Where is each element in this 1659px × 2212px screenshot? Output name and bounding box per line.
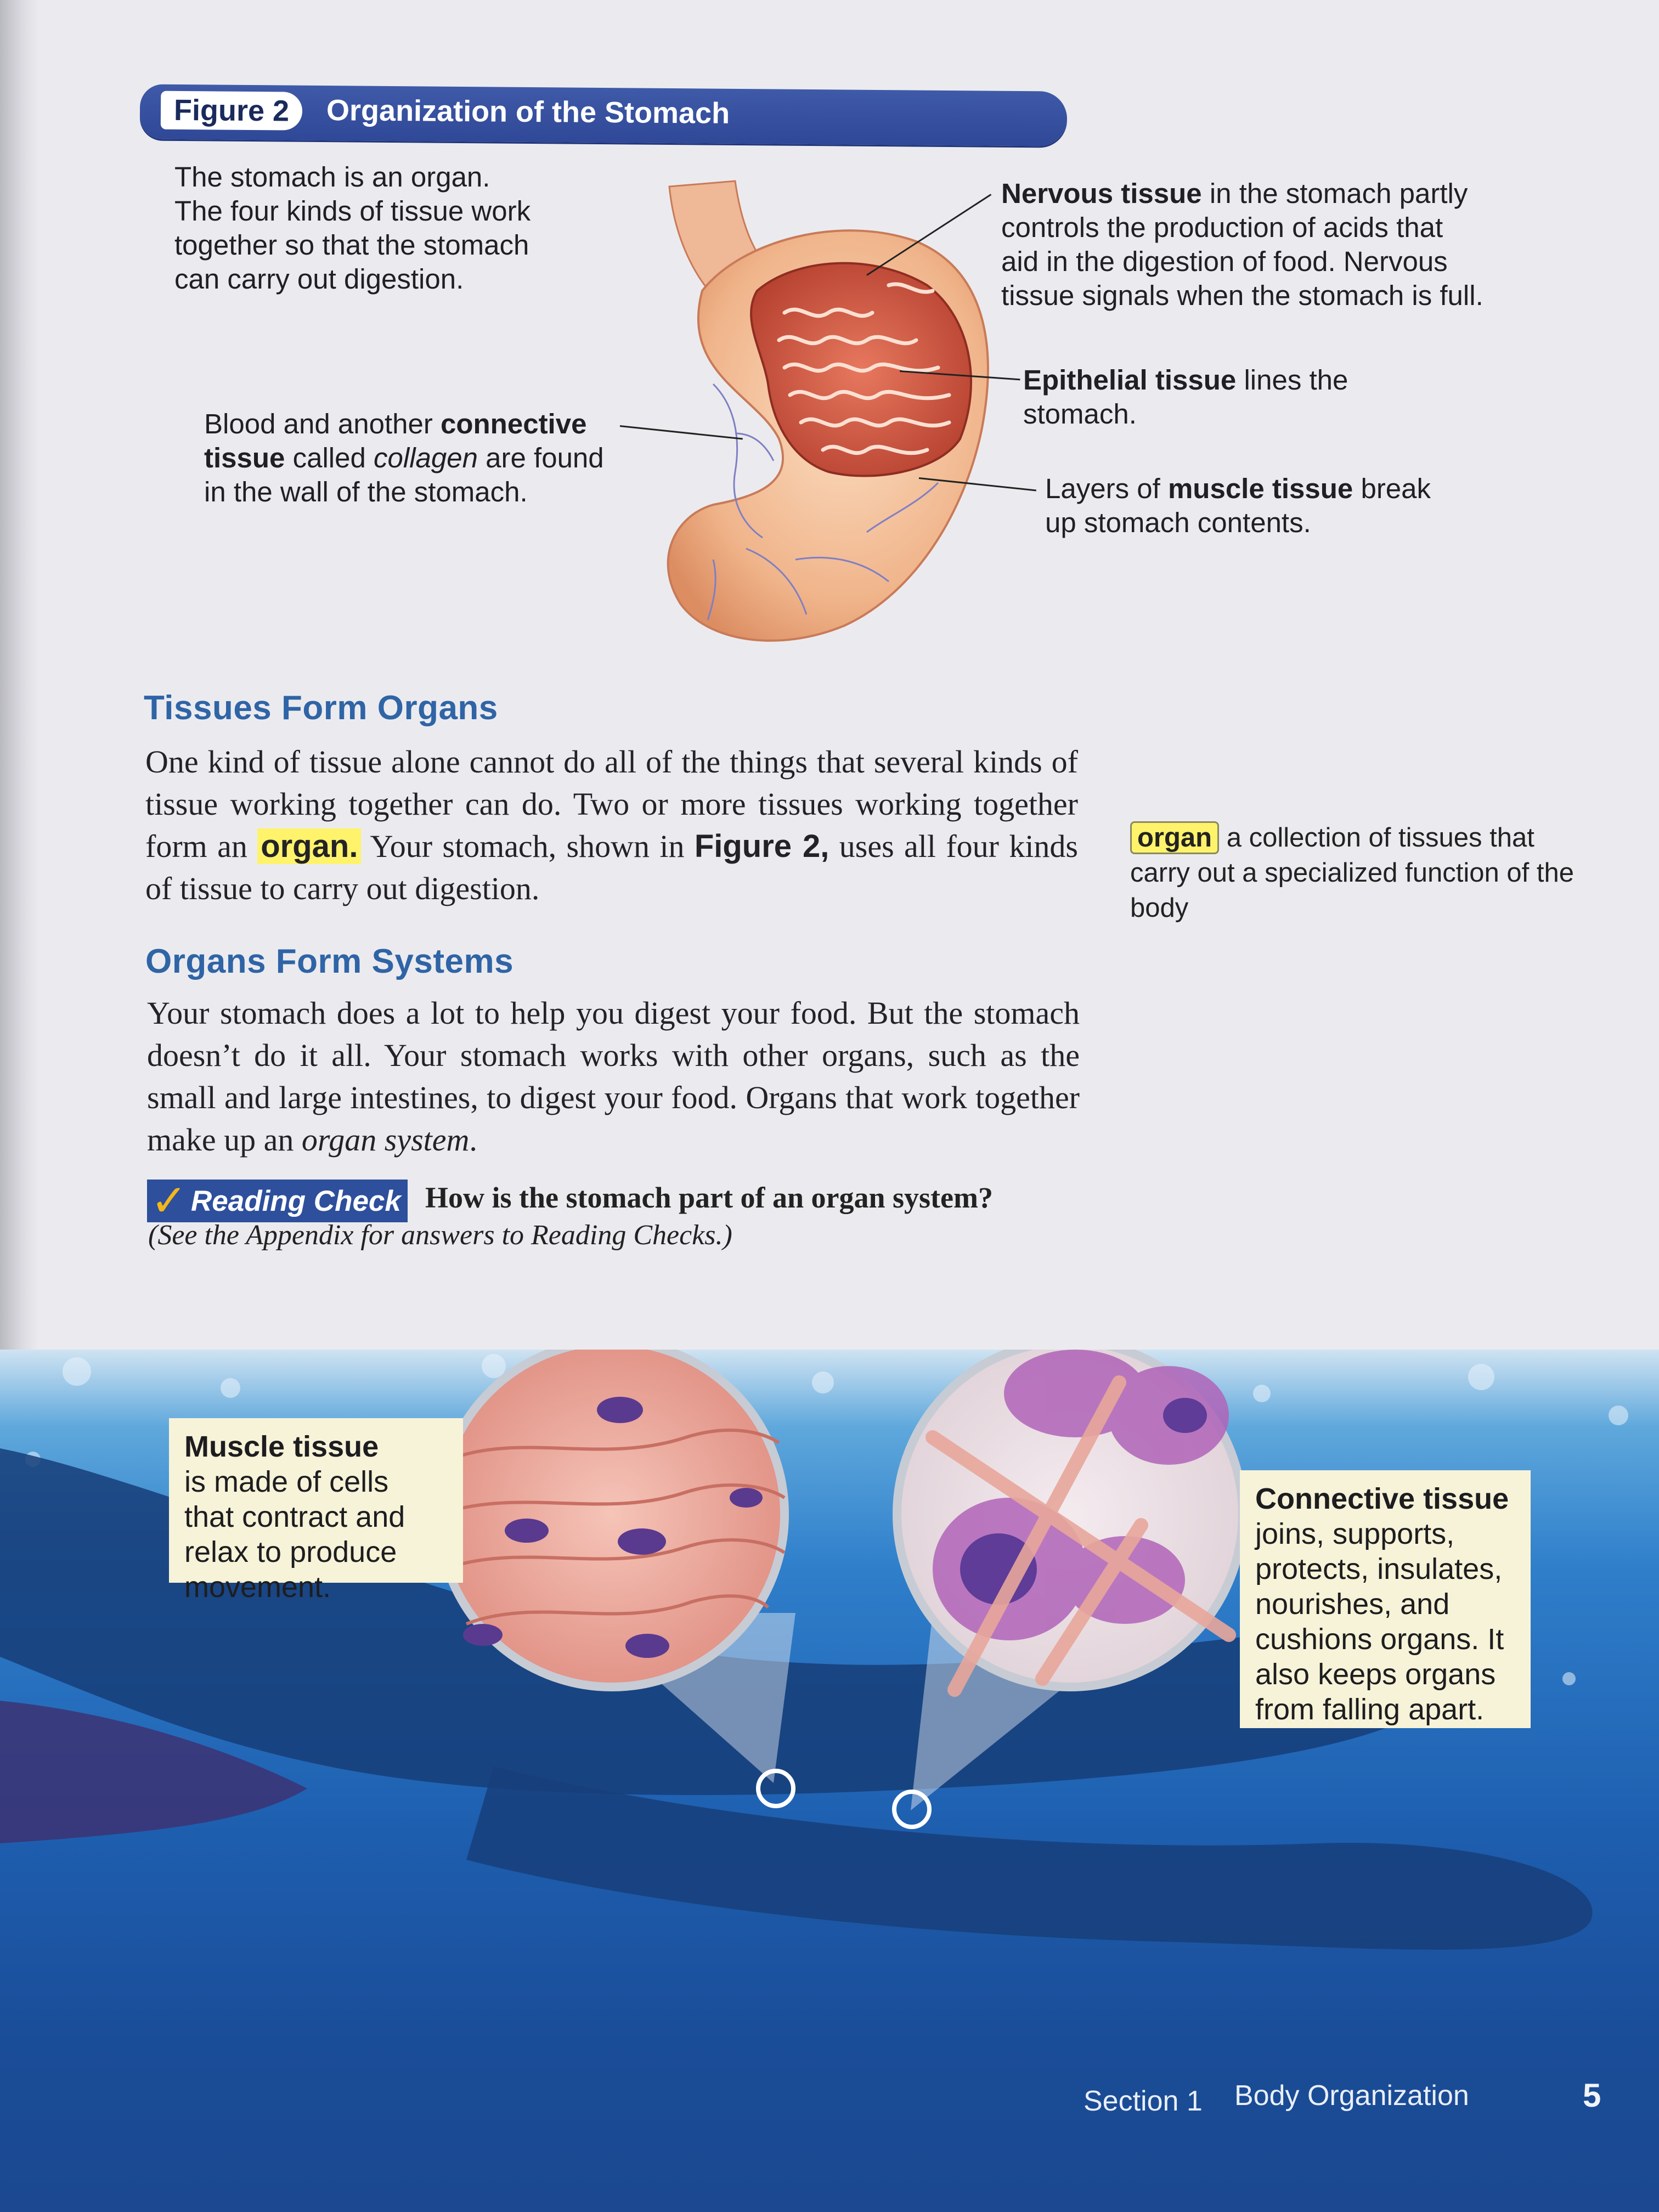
checkmark-icon: ✓ — [150, 1176, 188, 1225]
figure-intro-caption: The stomach is an organ. The four kinds of tissue work together so that the stomach can carry out digestion. — [174, 161, 531, 295]
figure-number: Figure 2 — [161, 91, 303, 131]
nervous-tissue-term: Nervous tissue — [1001, 178, 1202, 209]
section1-paragraph: One kind of tissue alone cannot do all of the things that several kinds of tissue working together can do. Two or more tissues working together form an organ. Your stomach, shown in Figure 2, uses all four kinds of tissue to carry out digestion. — [145, 744, 1078, 906]
footer-chapter: Body Organization — [1234, 2080, 1469, 2112]
glossary-margin-note: organ a collection of tissues that carry out a specialized function of the body — [1130, 820, 1580, 926]
epithelial-tissue-term: Epithelial tissue — [1023, 364, 1237, 396]
stomach-illustration — [631, 176, 1004, 680]
figure-banner — [140, 84, 1068, 146]
connective-tissue-term: Connective tissue — [1255, 1482, 1509, 1515]
page-number: 5 — [1583, 2077, 1601, 2114]
section2-paragraph: Your stomach does a lot to help you digest your food. But the stomach doesn’t do it all. Your stomach works with other organs, such as the small and large intestines, to digest your food. Organs that work together make up an organ system. — [147, 995, 1080, 1158]
organ-highlight: organ. — [257, 828, 361, 864]
glossary-term: organ — [1130, 821, 1219, 854]
section-heading-tissues-form-organs: Tissues Form Organs — [144, 689, 498, 727]
muscle-tissue-term: Muscle tissue — [184, 1430, 379, 1463]
muscle-tissue-caption: Layers of muscle tissue break up stomach contents. — [1045, 473, 1431, 538]
section-heading-organs-form-systems: Organs Form Systems — [145, 943, 514, 980]
figure-reference: Figure 2, — [694, 828, 830, 864]
connective-tissue-caption: Blood and another connective tissue called collagen are found in the wall of the stomach. — [204, 408, 604, 507]
reading-check-note: (See the Appendix for answers to Reading Checks.) — [148, 1220, 732, 1251]
reading-check-question: How is the stomach part of an organ system? — [425, 1181, 993, 1214]
connective-tissue-callout: Connective tissue joins, supports, protects, insulates, nourishes, and cushions organs. It also keeps organs from falling apart. — [1240, 1470, 1531, 1728]
nervous-tissue-caption: Nervous tissue in the stomach partly controls the production of acids that aid in the digestion of food. Nervous tissue signals when the stomach is full. — [1001, 178, 1483, 311]
figure-title: Organization of the Stomach — [326, 94, 730, 130]
footer-section: Section 1 — [1084, 2085, 1203, 2117]
muscle-tissue-callout: Muscle tissue is made of cells that contract and relax to produce movement. — [169, 1418, 463, 1583]
reading-check-badge: ✓ Reading Check — [147, 1180, 408, 1222]
epithelial-tissue-caption: Epithelial tissue lines the stomach. — [1023, 364, 1348, 430]
